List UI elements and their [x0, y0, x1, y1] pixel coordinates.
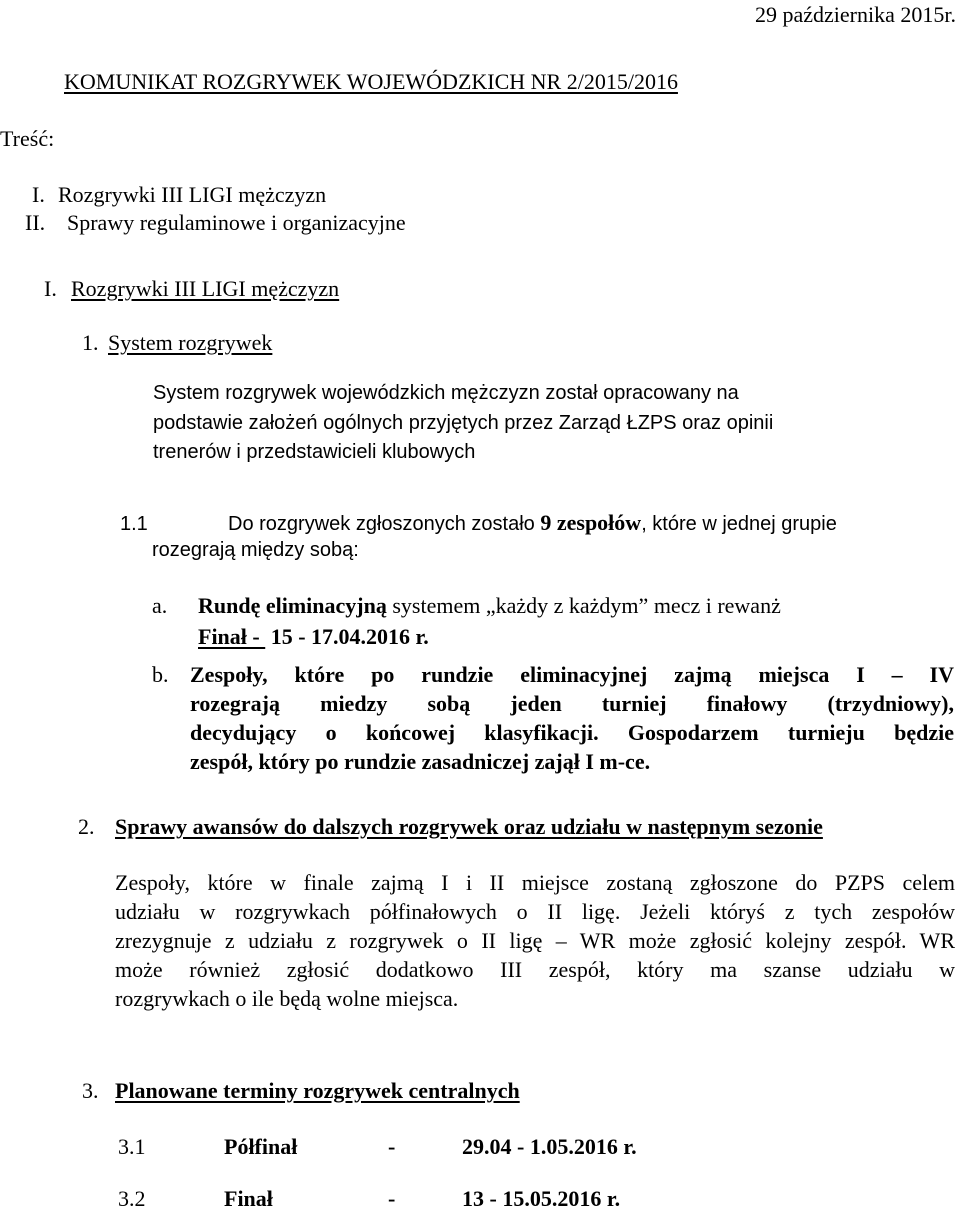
toc-item-text: Sprawy regulaminowe i organizacyjne	[67, 210, 406, 235]
teams-count: 9 zespołów	[540, 510, 642, 535]
schedule-row	[118, 1186, 818, 1216]
section-2-line: zrezygnuje z udziału z rozgrywek o II ligę – WR może zgłosić kolejny zespół. WR	[115, 928, 955, 953]
system-paragraph-line: System rozgrywek wojewódzkich mężczyzn został opracowany na	[153, 382, 739, 404]
section-1-heading	[44, 276, 339, 302]
toc-item	[32, 182, 326, 208]
subsection-number: 1.	[82, 330, 99, 355]
document-date: 29 października 2015r.	[755, 2, 956, 27]
system-paragraph-line: trenerów i przedstawicieli klubowych	[153, 441, 476, 463]
toc-item-number: II.	[25, 210, 46, 235]
section-2-heading	[78, 814, 823, 840]
section-number: 3.	[82, 1078, 99, 1103]
teams-text-post: , które w jednej grupie	[641, 513, 837, 535]
section-title: Rozgrywki III LIGI mężczyzn	[71, 276, 340, 301]
teams-text-pre: Do rozgrywek zgłoszonych zostało	[228, 513, 541, 535]
item-letter-b: b.	[152, 662, 169, 687]
subsection-1-heading	[82, 330, 272, 356]
item-letter: a.	[152, 593, 168, 618]
schedule-dash: -	[388, 1134, 396, 1159]
toc-item-number: I.	[32, 182, 45, 207]
section-title: Planowane terminy rozgrywek centralnych	[115, 1078, 520, 1103]
document-title: KOMUNIKAT ROZGRYWEK WOJEWÓDZKICH NR 2/2015/2016	[64, 69, 678, 94]
subsection-1-1-line	[120, 510, 837, 536]
toc-item	[25, 210, 406, 236]
section-2-line: udziału w rozgrywkach półfinałowych o II ligę. Jeżeli któryś z tych zespołów	[115, 899, 955, 924]
system-paragraph-line: podstawie założeń ogólnych przyjętych przez Zarząd ŁZPS oraz opinii	[153, 412, 774, 434]
schedule-row	[118, 1134, 818, 1164]
item-a-final	[198, 624, 429, 650]
item-a-bold: Rundę eliminacyjną	[198, 593, 387, 618]
final-label: Finał -	[198, 624, 266, 649]
section-3-heading	[82, 1078, 520, 1104]
final-date: 15 - 17.04.2016 r.	[265, 624, 429, 649]
item-a-line	[152, 593, 781, 619]
item-a-rest: systemem „każdy z każdym” mecz i rewanż	[386, 593, 781, 618]
schedule-dash: -	[388, 1186, 396, 1211]
schedule-dates: 29.04 - 1.05.2016 r.	[462, 1134, 637, 1159]
schedule-number: 3.2	[118, 1186, 146, 1211]
section-2-line: Zespoły, które w finale zajmą I i II miejsce zostaną zgłoszone do PZPS celem	[115, 870, 955, 895]
item-b-line: Zespoły, które po rundzie eliminacyjnej zajmą miejsca I – IV	[190, 662, 954, 687]
section-title: Sprawy awansów do dalszych rozgrywek oraz udziału w następnym sezonie	[115, 814, 823, 839]
item-b-line: zespół, który po rundzie zasadniczej zajął I m-ce.	[190, 749, 651, 774]
toc-label: Treść:	[0, 126, 55, 151]
item-b-line: decydujący o końcowej klasyfikacji. Gospodarzem turnieju będzie	[190, 720, 954, 745]
subsection-title: System rozgrywek	[108, 330, 273, 355]
item-b-line: rozegrają miedzy sobą jeden turniej finałowy (trzydniowy),	[190, 691, 954, 716]
schedule-number: 3.1	[118, 1134, 146, 1159]
schedule-dates: 13 - 15.05.2016 r.	[462, 1186, 621, 1211]
schedule-name: Finał	[224, 1186, 273, 1211]
subsection-1-1-line: rozegrają między sobą:	[152, 539, 359, 561]
toc-item-text: Rozgrywki III LIGI mężczyzn	[58, 182, 327, 207]
section-2-line: rozgrywkach o ile będą wolne miejsca.	[115, 986, 459, 1011]
section-number: 2.	[78, 814, 95, 839]
subsection-number: 1.1	[120, 513, 148, 535]
section-number: I.	[44, 276, 57, 301]
schedule-name: Półfinał	[224, 1134, 298, 1159]
section-2-line: może również zgłosić dodatkowo III zespół, który ma szanse udziału w	[115, 957, 955, 982]
